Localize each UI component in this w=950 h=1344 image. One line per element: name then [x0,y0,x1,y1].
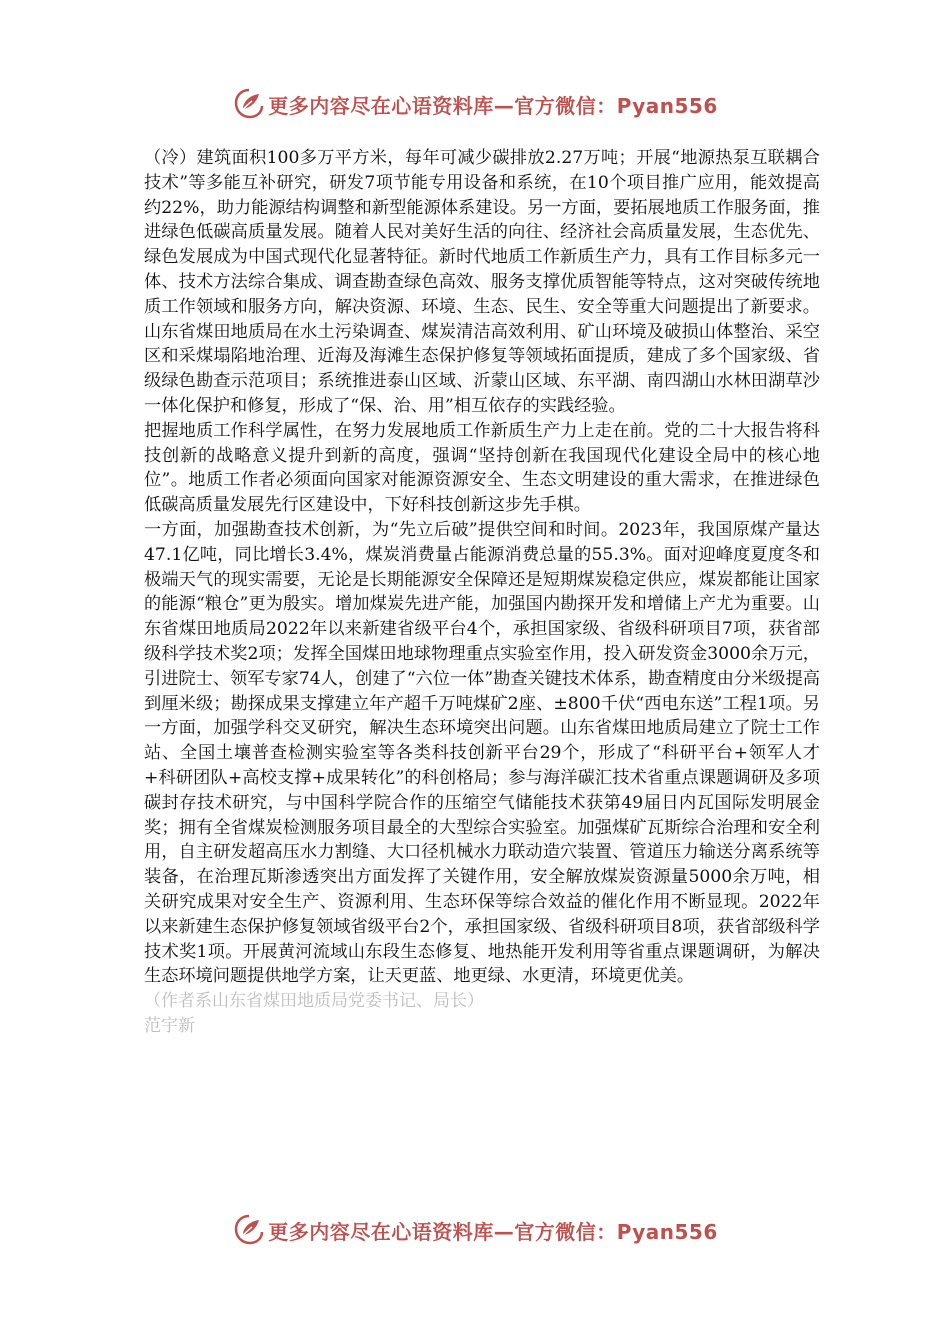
header-watermark-banner [0,84,950,124]
watermark-text: 更多内容尽在心语资料库—官方微信：Pyan556 [268,93,718,118]
paragraph-1: （冷）建筑面积100多万平方米，每年可减少碳排放2.27万吨；开展“地源热泵互联耦合技术”等多能互补研究，研发7项节能专用设备和系统，在10个项目推广应用，能效提高约22%，助力能源结构调整和新型能源体系建设。另一方面，要拓展地质工作服务面，推进绿色低碳高质量发展。随着人民对美好生活的向往、经济社会高质量发展，生态优先、绿色发展成为中国式现代化显著特征。新时代地质工作新质生产力，具有工作目标多元一体、技术方法综合集成、调查勘查绿色高效、服务支撑优质智能等特点，这对突破传统地质工作领域和服务方向，解决资源、环境、生态、民生、安全等重大问题提出了新要求。山东省煤田地质局在水土污染调查、煤炭清洁高效利用、矿山环境及破损山体整治、采空区和采煤塌陷地治理、近海及海滩生态保护修复等领域拓面提质，建成了多个国家级、省级绿色勘查示范项目；系统推进泰山区域、沂蒙山区域、东平湖、南四湖山水林田湖草沙一体化保护和修复，形成了“保、治、用”相互依存的实践经验。 [144,148,820,416]
author-note: （作者系山东省煤田地质局党委书记、局长） [144,991,484,1012]
red-leaf-swirl-logo-icon [232,87,266,121]
paragraph-2: 把握地质工作科学属性，在努力发展地质工作新质生产力上走在前。党的二十大报告将科技创新的战略意义提升到新的高度，强调“坚持创新在我国现代化建设全局中的核心地位”。地质工作者必须面向国家对能源资源安全、生态文明建设的重大需求，在推进绿色低碳高质量发展先行区建设中，下好科技创新这步先手棋。 [144,420,820,516]
article-body [144,146,820,1039]
footer-watermark-banner [0,1210,950,1250]
red-leaf-swirl-logo-icon [232,1213,266,1247]
paragraph-3: 一方面，加强勘查技术创新，为“先立后破”提供空间和时间。2023年，我国原煤产量达47.1亿吨，同比增长3.4%，煤炭消费量占能源消费总量的55.3%。面对迎峰度夏度冬和极端天气的现实需要，无论是长期能源安全保障还是短期煤炭稳定供应，煤炭都能让国家的能源“粮仓”更为殷实。增加煤炭先进产能，加强国内勘探开发和增储上产尤为重要。山东省煤田地质局2022年以来新建省级平台4个，承担国家级、省级科研项目7项，获省部级科学技术奖2项；发挥全国煤田地球物理重点实验室作用，投入研发资金3000余万元，引进院士、领军专家74人，创建了“六位一体”勘查关键技术体系，勘查精度由分米级提高到厘米级；勘探成果支撑建立年产超千万吨煤矿2座、±800千伏“西电东送”工程1项。另一方面，加强学科交叉研究，解决生态环境突出问题。山东省煤田地质局建立了院士工作站、全国土壤普查检测实验室等各类科技创新平台29个，形成了“科研平台+领军人才+科研团队+高校支撑+成果转化”的科创格局；参与海洋碳汇技术省重点课题调研及多项碳封存技术研究，与中国科学院合作的压缩空气储能技术获第49届日内瓦国际发明展金奖；拥有全省煤炭检测服务项目最全的大型综合实验室。加强煤矿瓦斯综合治理和安全利用，自主研发超高压水力割缝、大口径机械水力联动造穴装置、管道压力输送分离系统等装备，在治理瓦斯渗透突出方面发挥了关键作用，安全解放煤炭资源量5000余万吨，相关研究成果对安全生产、资源利用、生态环保等综合效益的催化作用不断显现。2022年以来新建生态保护修复领域省级平台2个，承担国家级、省级科研项目8项，获省部级科学技术奖1项。开展黄河流域山东段生态修复、地热能开发利用等省重点课题调研，为解决生态环境问题提供地学方案，让天更蓝、地更绿、水更清，环境更优美。 [144,519,820,987]
author-name: 范宇新 [144,1015,195,1036]
watermark-text: 更多内容尽在心语资料库—官方微信：Pyan556 [268,1219,718,1244]
